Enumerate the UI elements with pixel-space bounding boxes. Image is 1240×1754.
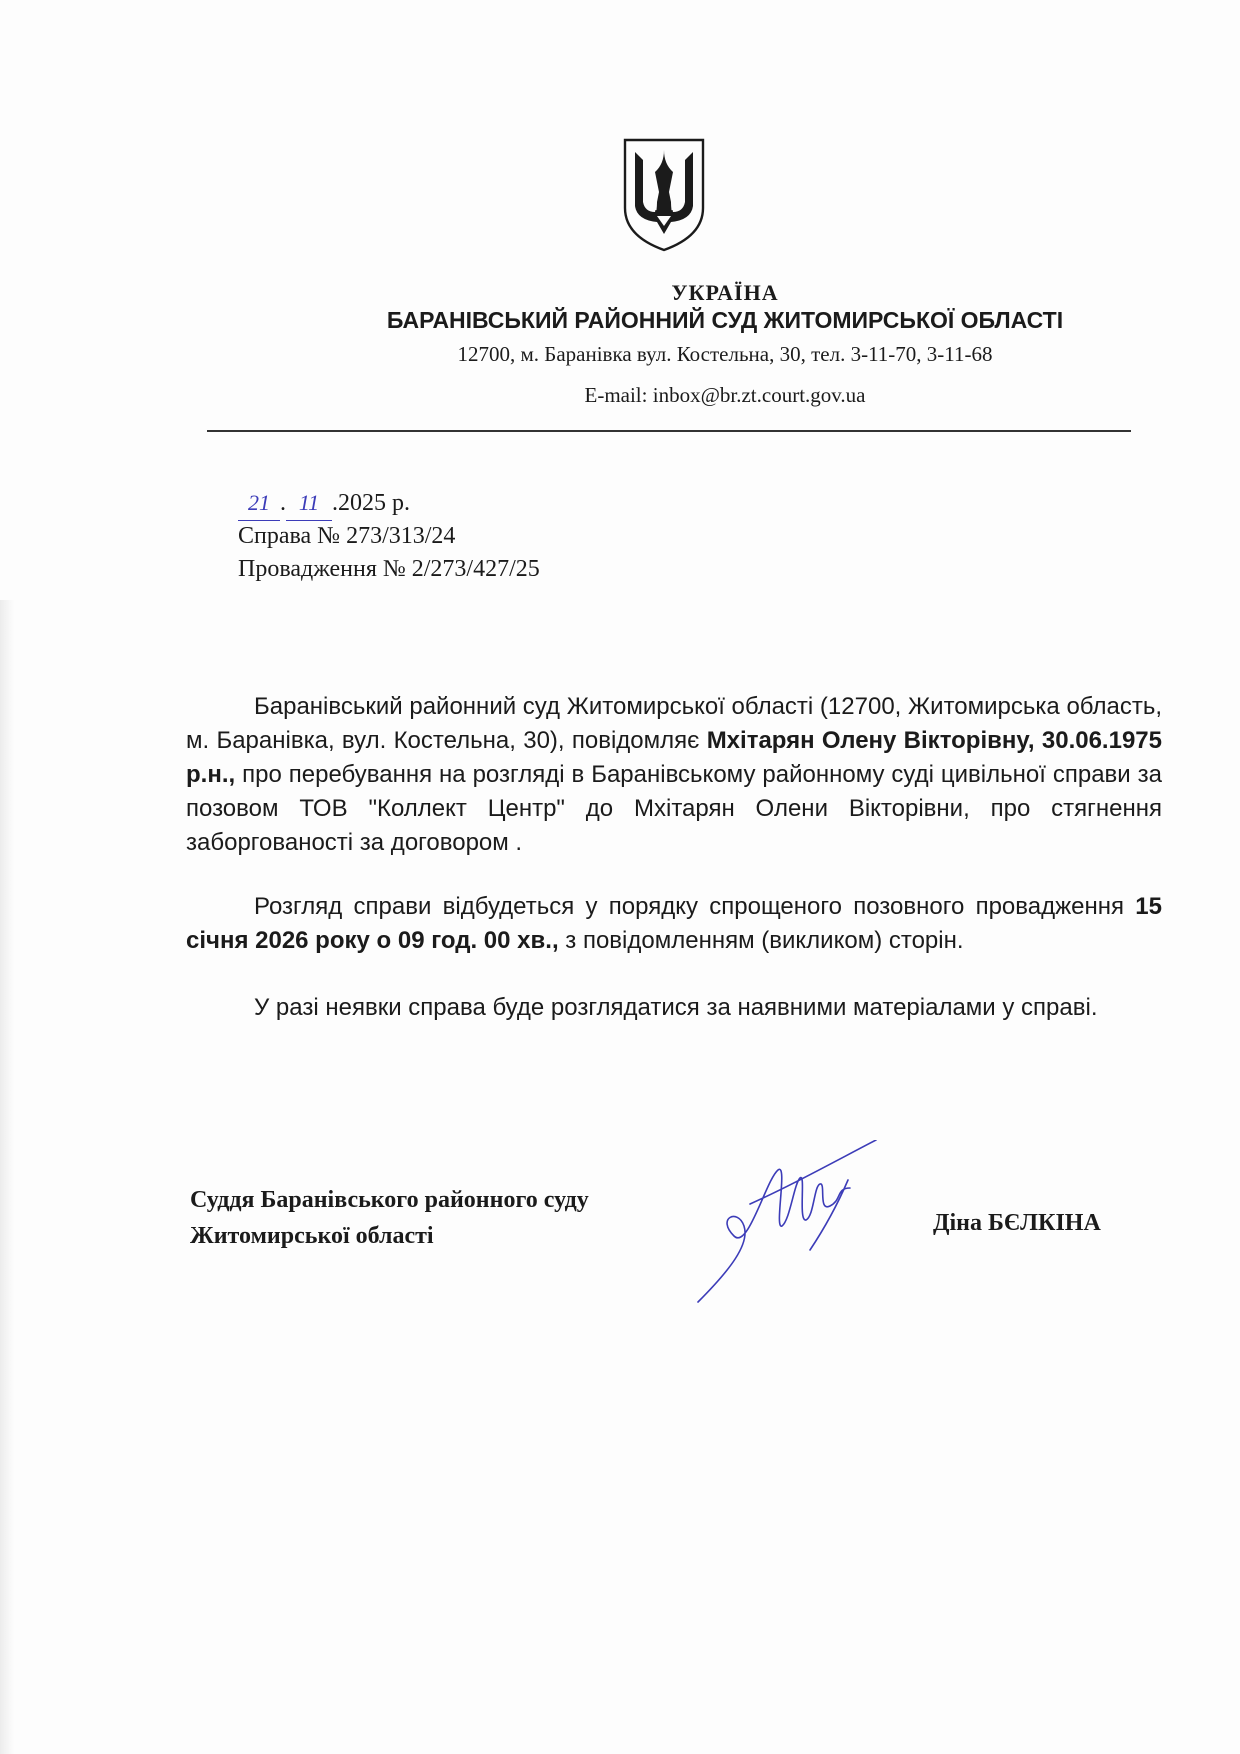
signatory-title-line2: Житомирської області (190, 1223, 434, 1249)
hearing-datetime: 15 січня 2026 року о 09 год. 00 хв., (186, 893, 1162, 954)
paragraph-hearing (186, 890, 1162, 958)
paragraph-notice-part-a: Баранівський районний суд Житомирської області (12700, Житомирська область, м. Баранівка, вул. Костельна, 30), повідомляє (186, 693, 1162, 754)
paragraph-hearing-part-a: Розгляд справи відбудеться у порядку спрощеного позовного провадження (254, 893, 1136, 920)
trident-emblem-icon (621, 136, 707, 254)
paragraph-notice-part-b: про перебування на розгляді в Баранівському районному суді цивільної справи за позовом ТОВ "Коллект Центр" до Мхітарян Олени Вікторівни, про стягнення заборгованості за договором . (186, 761, 1162, 856)
header-court-name: БАРАНІВСЬКИЙ РАЙОННИЙ СУД ЖИТОМИРСЬКОЇ ОБЛАСТІ (386, 307, 1064, 333)
handwritten-day: 21 (238, 486, 280, 521)
case-number: Справа № 273/313/24 (238, 523, 456, 549)
signatory-title (190, 1182, 589, 1254)
scan-edge-shadow (0, 600, 14, 1754)
signatory-title-line1: Суддя Баранівського районного суду (190, 1187, 589, 1213)
handwritten-month: 11 (286, 486, 332, 521)
header-divider (207, 430, 1131, 432)
date-separator: . (280, 490, 286, 516)
document-date (238, 486, 410, 521)
judge-name: Діна БЄЛКІНА (933, 1210, 1101, 1236)
paragraph-absence (186, 991, 1162, 1025)
paragraph-notice (186, 690, 1162, 860)
header-address: 12700, м. Баранівка вул. Костельна, 30, тел. 3-11-70, 3-11-68 (457, 342, 993, 366)
defendant-name: Мхітарян Олену Вікторівну, 30.06.1975 р.н., (186, 727, 1162, 788)
paragraph-hearing-part-b: з повідомленням (викликом) сторін. (558, 927, 964, 954)
date-year: .2025 р. (332, 490, 410, 516)
header-country: УКРАЇНА (671, 280, 779, 305)
handwritten-signature (690, 1140, 890, 1310)
header-email: E-mail: inbox@br.zt.court.gov.ua (584, 383, 866, 407)
proceeding-number: Провадження № 2/273/427/25 (238, 556, 540, 582)
paragraph-absence-text: У разі неявки справа буде розглядатися за наявними матеріалами у справі. (254, 994, 1098, 1021)
